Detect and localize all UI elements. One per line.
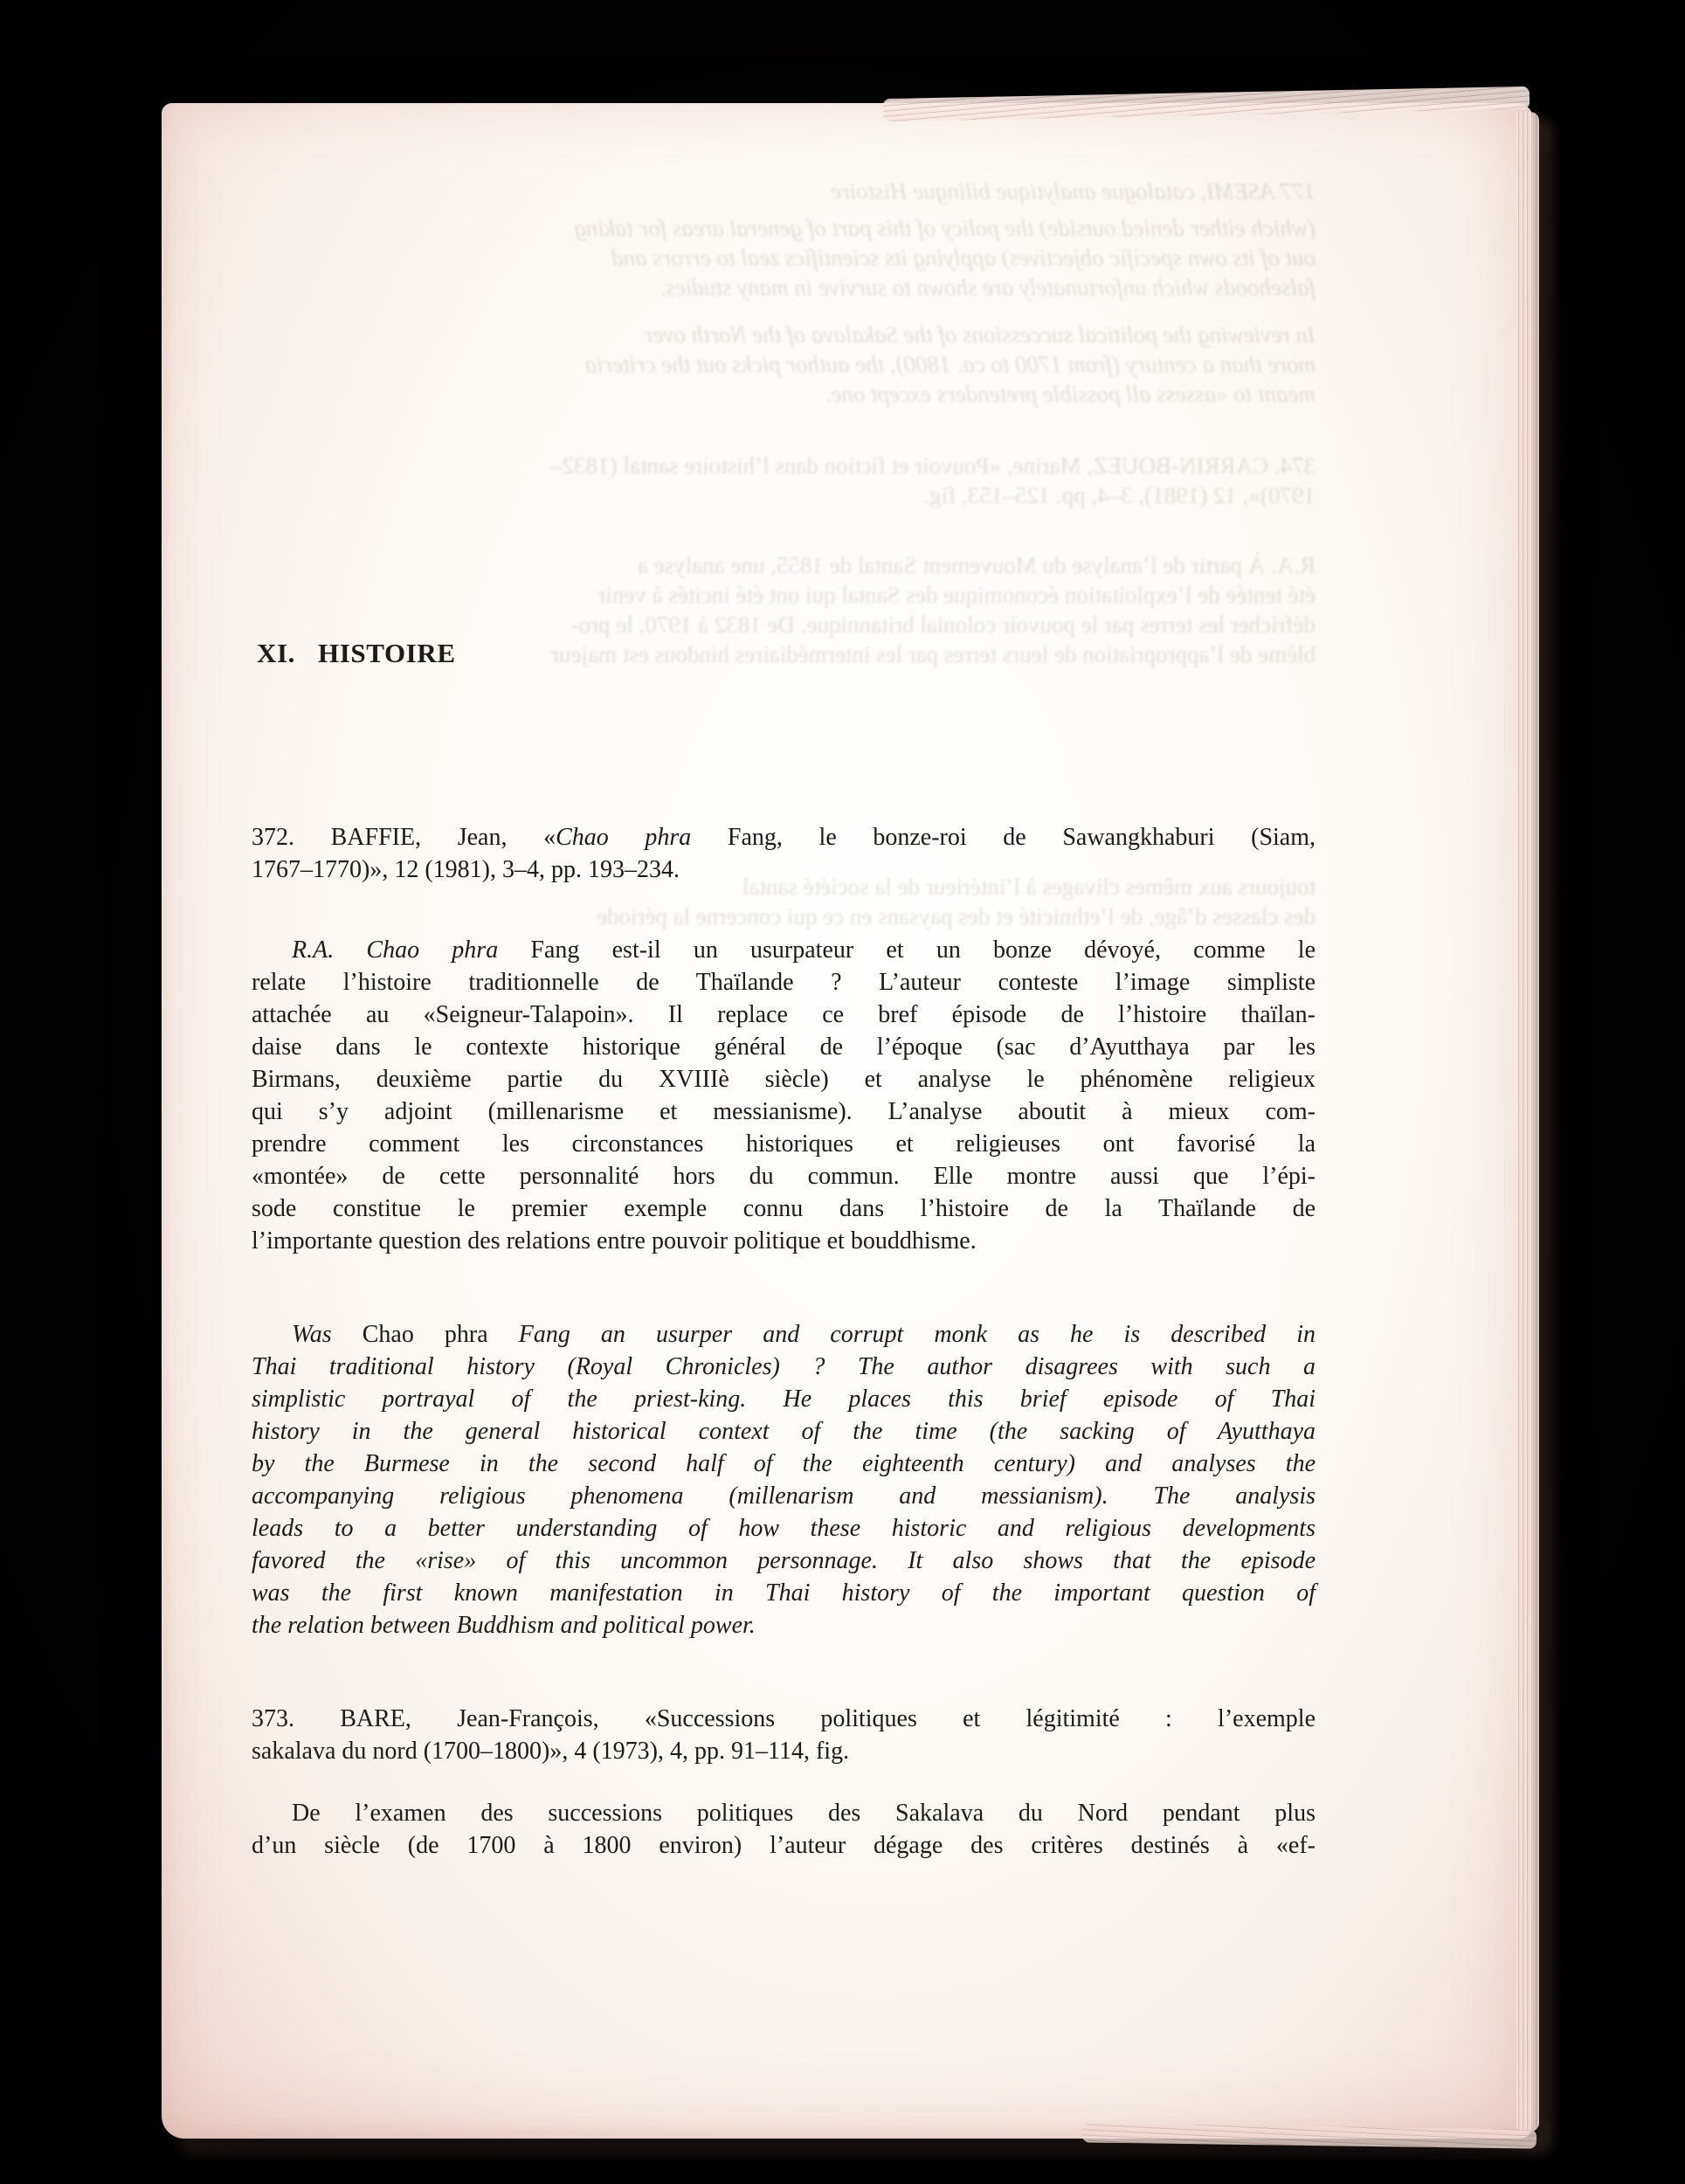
text-line: prendre comment les circonstances historiques et religieuses ont favorisé la [252, 1130, 1316, 1158]
text-line: was the first known manifestation in Thai history of the important question of [252, 1579, 1316, 1607]
text-line: the relation between Buddhism and political power. [252, 1612, 756, 1639]
text-line: De l’examen des successions politiques des Sakalava du Nord pendant plus [292, 1800, 1316, 1827]
book-page [162, 103, 1533, 2139]
page-edges-top [883, 86, 1530, 121]
text-line: Was Chao phra Fang an usurper and corrupt monk as he is described in [292, 1321, 1316, 1348]
text-line: favored the «rise» of this uncommon personnage. It also shows that the episode [252, 1547, 1316, 1574]
text-line: «montée» de cette personnalité hors du commun. Elle montre aussi que l’épi- [252, 1163, 1316, 1190]
text-line: relate l’histoire traditionnelle de Thaïlande ? L’auteur conteste l’image simpliste [252, 969, 1316, 996]
ghost-line: (which either denied outside) the policy of this part of general areas for taking [574, 215, 1316, 241]
text-line: l’importante question des relations entre pouvoir politique et bouddhisme. [252, 1227, 977, 1254]
text-line: d’un siècle (de 1700 à 1800 environ) l’auteur dégage des critères destinés à «ef- [252, 1832, 1316, 1859]
text-line: qui s’y adjoint (millenarisme et messianisme). L’analyse aboutit à mieux com- [252, 1098, 1316, 1125]
section-number: XI. [257, 638, 296, 668]
page-edges-right [1516, 112, 1539, 2132]
ghost-line: falsehoods which unfortunately are shown to survive in many studies. [659, 274, 1316, 301]
entry-373 [252, 1703, 1316, 1767]
ghost-line: 374. CARRIN-BOUEZ, Marine, «Pouvoir et fiction dans l’histoire santal (1832– [550, 453, 1316, 479]
text-line: history in the general historical context of the time (the sacking of Ayutthaya [252, 1418, 1316, 1445]
ghost-line: 177 ASEMI, catalogue analytique bilingue Histoire [831, 178, 1316, 204]
ghost-line: blème de l’appropriation de leurs terres par les intermédiaires hindous est majeur [551, 641, 1316, 667]
page-content [252, 638, 1316, 1862]
text-line: accompanying religious phenomena (millenarism and messianism). The analysis [252, 1482, 1316, 1510]
abstract-english-372 [252, 1318, 1316, 1641]
text-line: attachée au «Seigneur-Talapoin». Il replace ce bref épisode de l’histoire thaïlan- [252, 1001, 1316, 1028]
ghost-line: 1970)», 12 (1981), 3–4, pp. 125–153, fig. [923, 482, 1316, 508]
text-line: Thai traditional history (Royal Chronicles) ? The author disagrees with such a [252, 1353, 1316, 1380]
ghost-line: out of its own specific objectives) applying its scientifics zeal to errors and [611, 245, 1316, 271]
section-title: HISTOIRE [318, 638, 456, 668]
text-line: R.A. Chao phra Fang est-il un usurpateur et un bonze dévoyé, comme le [292, 936, 1316, 964]
text-line: daise dans le contexte historique général de l’époque (sac d’Ayutthaya par les [252, 1033, 1316, 1061]
text-column [252, 821, 1316, 1862]
text-line: 372. BAFFIE, Jean, «Chao phra Fang, le bonze-roi de Sawangkhaburi (Siam, [252, 824, 1316, 851]
text-line: simplistic portrayal of the priest-king. He places this brief episode of Thai [252, 1386, 1316, 1413]
ghost-line: été tentée de l’exploitation économique des Santal qui ont été incités à venir [597, 582, 1316, 608]
abstract-french-372 [252, 934, 1316, 1257]
ghost-line: R.A. À partir de l’analyse du Mouvement Santal de 1855, une analyse a [637, 552, 1316, 578]
text-line: 1767–1770)», 12 (1981), 3–4, pp. 193–234. [252, 856, 680, 883]
ghost-line: In reviewing the political successions of the Sakalava of the North over [643, 321, 1316, 348]
text-line: leads to a better understanding of how these historic and religious developments [252, 1515, 1316, 1542]
entry-372 [252, 821, 1316, 886]
ghost-line: meant to «assess all possible pretenders except one. [825, 381, 1316, 407]
text-line: by the Burmese in the second half of the eighteenth century) and analyses the [252, 1450, 1316, 1477]
ghost-line: toujours aux mêmes clivages à l’intérieur de la société santal [742, 874, 1316, 900]
ghost-line: défricher les terres par le pouvoir colonial britannique. De 1832 à 1970, le pro- [570, 612, 1316, 638]
text-line: sakalava du nord (1700–1800)», 4 (1973), 4, pp. 91–114, fig. [252, 1738, 850, 1765]
ghost-line: des classes d’âge, de l’ethnicité et des paysans en ce qui concerne la période [596, 903, 1316, 930]
ghost-line: more than a century (from 1700 to ca. 1800), the author picks out the criteria [584, 351, 1316, 377]
text-line: 373. BARE, Jean-François, «Successions politiques et légitimité : l’exemple [252, 1705, 1316, 1732]
text-line: sode constitue le premier exemple connu dans l’histoire de la Thaïlande de [252, 1195, 1316, 1222]
section-heading [257, 638, 1316, 669]
abstract-french-373 [252, 1797, 1316, 1862]
text-line: Birmans, deuxième partie du XVIIIè siècle) et analyse le phénomène religieux [252, 1066, 1316, 1093]
